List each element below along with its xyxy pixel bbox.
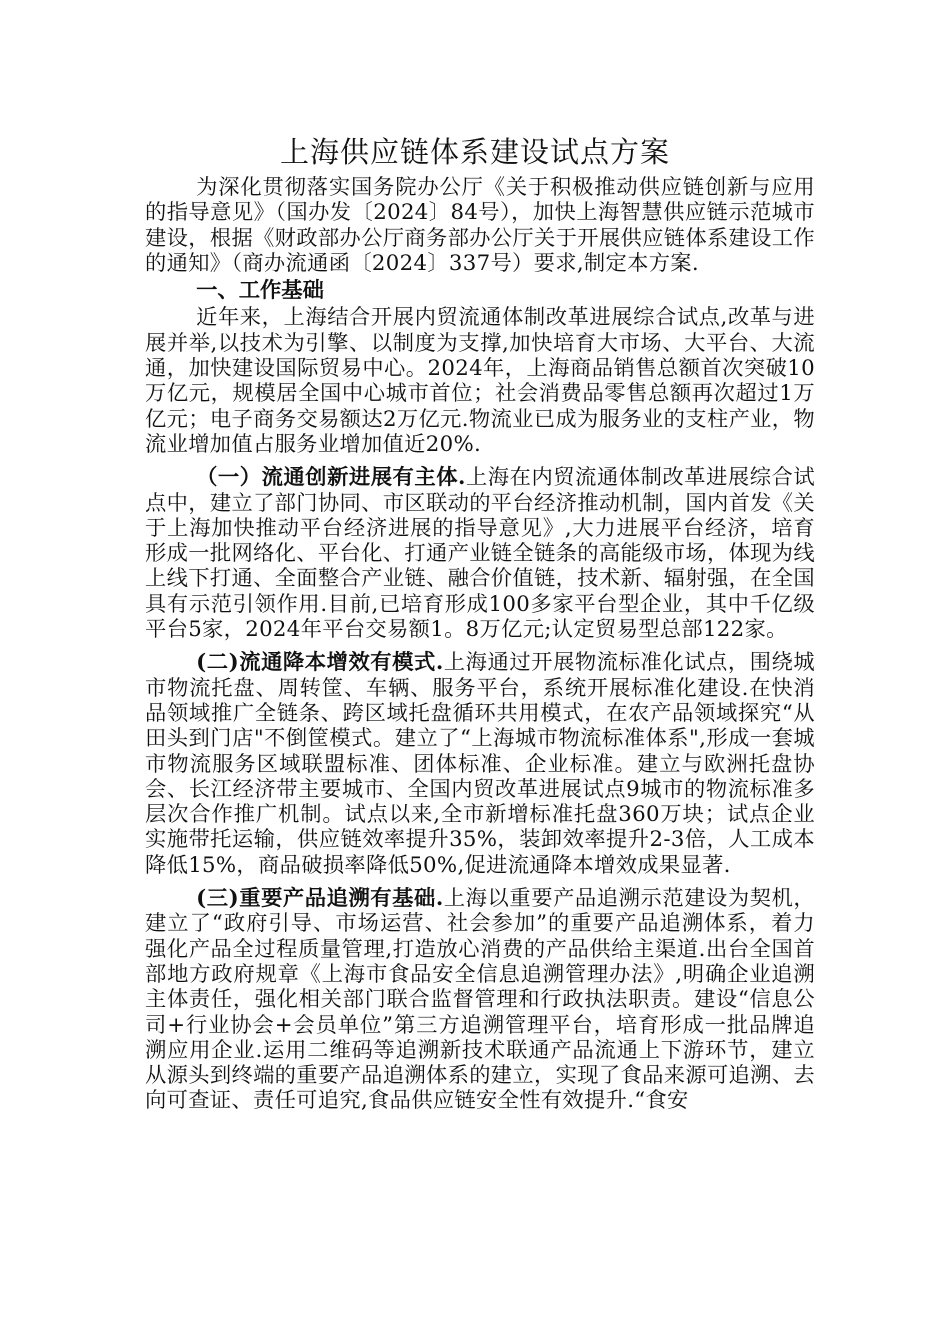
item-text-3: 上海以重要产品追溯示范建设为契机，建立了“政府引导、市场运营、社会参加”的重要产品追溯体系，着力强化产品全过程质量管理,打造放心消费的产品供给主渠道.出台全国首部地方政府规章《上海市食品安全信息追溯管理办法》,明确企业追溯主体责任，强化相关部门联合监督管理和行政执法职责。建设“信息公司+行业协会+会员单位”第三方追溯管理平台，培育形成一批品牌追溯应用企业.运用二维码等追溯新技术联通产品流通上下游环节，建立从源头到终端的重要产品追溯体系的建立，实现了食品来源可追溯、去向可查证、责任可追究,食品供应链安全性有效提升.“食安 [145,886,816,1114]
item-paragraph-3 [145,886,815,1114]
intro-paragraph: 为深化贯彻落实国务院办公厅《关于积极推动供应链创新与应用的指导意见》（国办发〔2024〕84号），加快上海智慧供应链示范城市建设，根据《财政部办公厅商务部办公厅关于开展供应链体系建设工作的通知》（商办流通函〔2024〕337号）要求,制定本方案. [145,175,815,276]
item-paragraph-2 [145,650,815,878]
item-lead-2: (二)流通降本增效有模式. [196,650,444,676]
document-body [145,175,815,1114]
item-paragraph-1 [145,465,815,642]
document-title: 上海供应链体系建设试点方案 [279,135,670,169]
section-heading-work-basis: 一、工作基础 [196,278,324,304]
item-lead-1: （一）流通创新进展有主体. [196,465,466,491]
item-lead-3: (三)重要产品追溯有基础. [196,886,444,912]
section-paragraph-overview: 近年来，上海结合开展内贸流通体制改革进展综合试点,改革与进展并举,以技术为引擎、以制度为支撑,加快培育大市场、大平台、大流通，加快建设国际贸易中心。2024年，上海商品销售总额首次突破10万亿元，规模居全国中心城市首位；社会消费品零售总额再次超过1万亿元；电子商务交易额达2万亿元.物流业已成为服务业的支柱产业，物流业增加值占服务业增加值近20%. [145,305,815,457]
item-text-1: 上海在内贸流通体制改革进展综合试点中，建立了部门协同、市区联动的平台经济推动机制，国内首发《关于上海加快推动平台经济进展的指导意见》,大力进展平台经济，培育形成一批网络化、平台化、打通产业链全链条的高能级市场，体现为线上线下打通、全面整合产业链、融合价值链，技术新、辐射强，在全国具有示范引领作用.目前,已培育形成100多家平台型企业，其中千亿级平台5家，2024年平台交易额1。8万亿元;认定贸易型总部122家。 [145,465,815,643]
item-text-2: 上海通过开展物流标准化试点，围绕城市物流托盘、周转筐、车辆、服务平台，系统开展标准化建设.在快消品领域推广全链条、跨区域托盘循环共用模式，在农产品领域探究“从田头到门店"不倒筐模式。建立了“上海城市物流标准体系",形成一套城市物流服务区域联盟标准、团体标准、企业标准。建立与欧洲托盘协会、长江经济带主要城市、全国内贸改革进展试点9城市的物流标准多层次合作推广机制。试点以来,全市新增标准托盘360万块；试点企业实施带托运输，供应链效率提升35%，装卸效率提升2-3倍，人工成本降低15%，商品破损率降低50%,促进流通降本增效成果显著. [145,650,816,878]
